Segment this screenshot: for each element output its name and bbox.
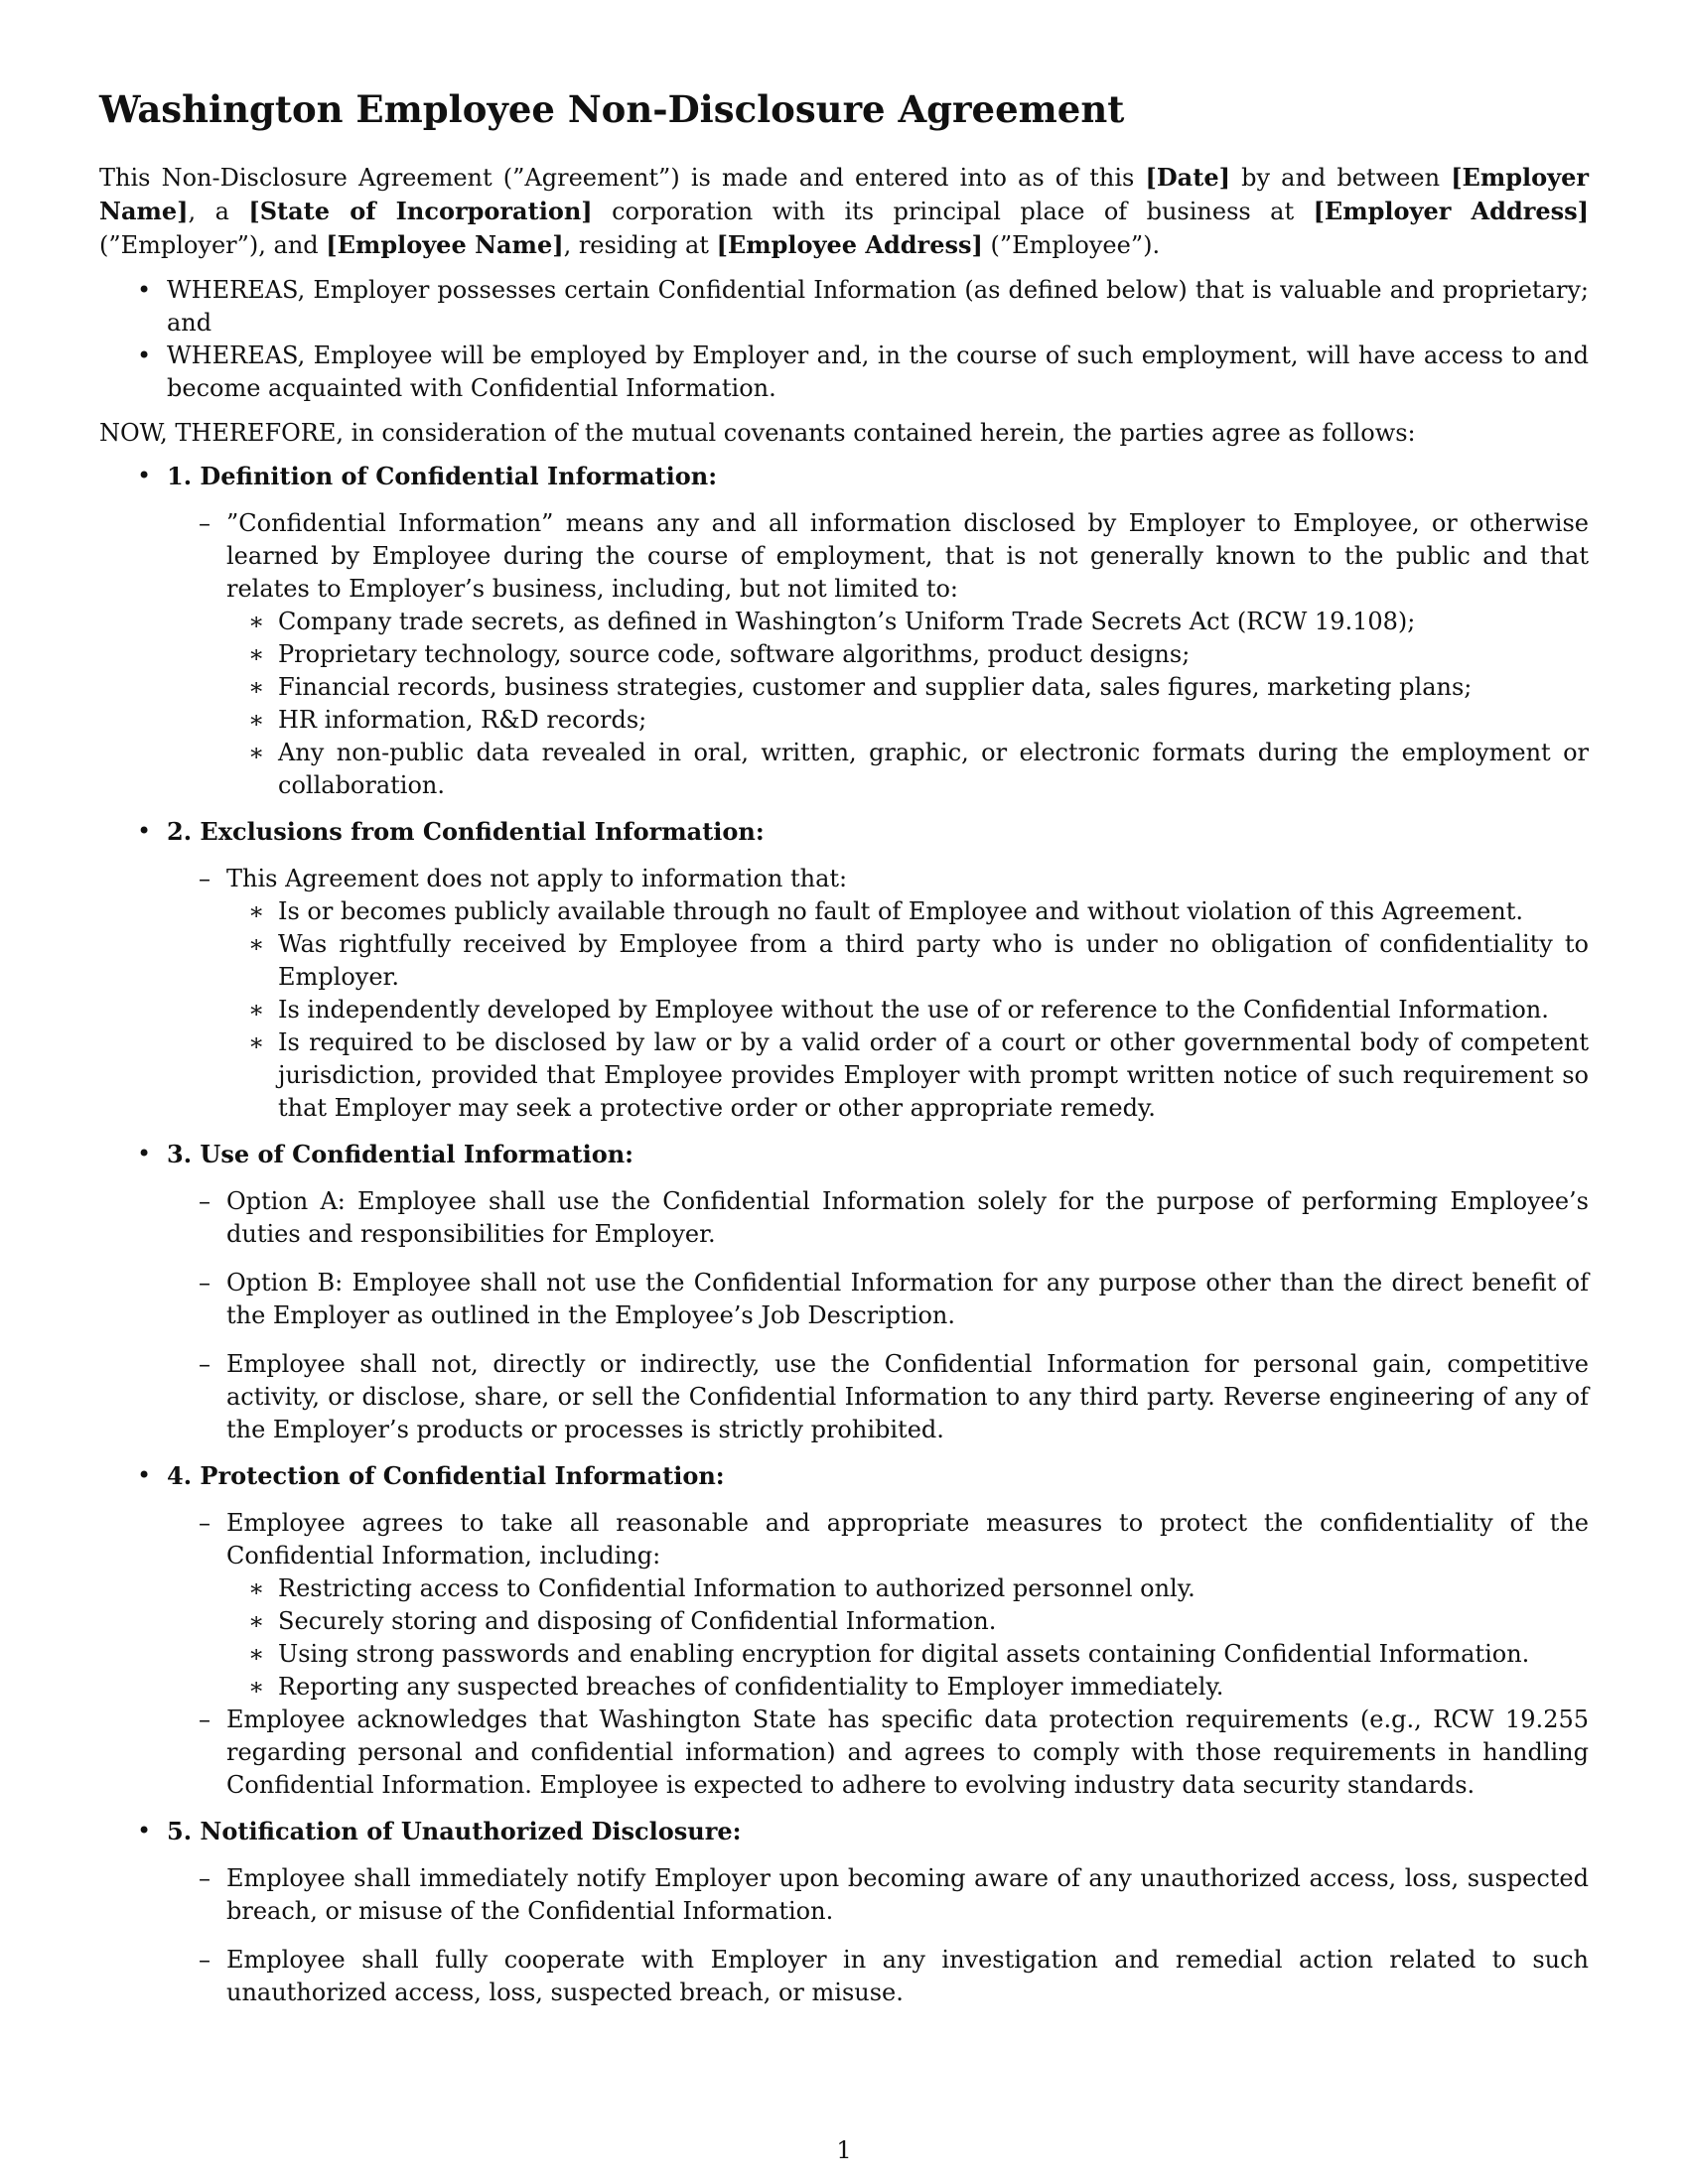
- clause-text: Employee agrees to take all reasonable and appropriate measures to protect the confidentiality of the Confidential Information, including:: [226, 1509, 1589, 1570]
- bullet-icon: •: [137, 817, 152, 846]
- dash-icon: –: [199, 1864, 211, 1893]
- asterisk-icon: ∗: [248, 706, 265, 735]
- dash-icon: –: [199, 865, 211, 893]
- recitals-list: [99, 274, 1589, 405]
- list-item: – Employee shall fully cooperate with Employer in any investigation and remedial action related to such unauthorized access, loss, suspected breach, or misuse.: [199, 1946, 1589, 2007]
- intro-text: (”Employer”), and: [99, 231, 327, 260]
- section-1: [99, 460, 1589, 802]
- intro-text: corporation with its principal place of business at: [592, 198, 1314, 226]
- asterisk-icon: ∗: [248, 739, 265, 767]
- document-title: Washington Employee Non-Disclosure Agreement: [99, 87, 1125, 131]
- dash-icon: –: [199, 509, 211, 538]
- intro-text: by and between: [1229, 164, 1452, 193]
- asterisk-icon: ∗: [248, 1574, 265, 1603]
- list-item: ∗ Company trade secrets, as defined in Washington’s Uniform Trade Secrets Act (RCW 19.108);: [226, 606, 1589, 638]
- clause-text: This Agreement does not apply to information that:: [226, 865, 848, 893]
- dash-icon: –: [199, 1350, 211, 1379]
- list-item: ∗ Is required to be disclosed by law or by a valid order of a court or other governmental body of competent jurisdiction, provided that Employee provides Employer with prompt written notice of such requirement so that Employer may seek a protective order or other appropriate remedy.: [248, 1028, 1589, 1123]
- clause-text: ”Confidential Information” means any and all information disclosed by Employer to Employee, or otherwise learned by Employee during the course of employment, that is not generally known to the public and that relates to Employer’s business, including, but not limited to:: [226, 509, 1589, 604]
- employee-name-placeholder: [Employee Name]: [326, 230, 564, 260]
- state-placeholder: [State of Incorporation]: [248, 197, 593, 226]
- section-5-points: [167, 1862, 1589, 2009]
- asterisk-icon: ∗: [248, 1673, 265, 1702]
- section-3-points: [167, 1185, 1589, 1446]
- asterisk-icon: ∗: [248, 1028, 265, 1057]
- bullet-icon: •: [137, 276, 152, 305]
- list-item: [167, 1507, 1589, 1704]
- asterisk-icon: ∗: [248, 673, 265, 702]
- list-item: ∗ Restricting access to Confidential Information to authorized personnel only.: [226, 1572, 1589, 1605]
- bullet-icon: •: [137, 1140, 152, 1168]
- list-item: ∗ Financial records, business strategies, customer and supplier data, sales figures, marketing plans;: [226, 671, 1589, 704]
- list-item: – Option B: Employee shall not use the Confidential Information for any purpose other than the direct benefit of the Employer as outlined in the Employee’s Job Description.: [199, 1269, 1589, 1330]
- section-4-points: [167, 1507, 1589, 1802]
- section-2: [99, 815, 1589, 1125]
- list-item: ∗ Is independently developed by Employee without the use of or reference to the Confidential Information.: [226, 994, 1589, 1026]
- sections-list: [99, 460, 1589, 2009]
- list-item: ∗ Reporting any suspected breaches of confidentiality to Employer immediately.: [226, 1671, 1589, 1704]
- intro-text: This Non-Disclosure Agreement (”Agreement”) is made and entered into as of this: [99, 164, 1146, 193]
- section-title: 4. Protection of Confidential Information:: [167, 1461, 725, 1491]
- section-4: [99, 1459, 1589, 1802]
- list-item: ∗ Any non-public data revealed in oral, written, graphic, or electronic formats during the employment or collaboration.: [248, 739, 1589, 800]
- intro-text: , a: [188, 198, 249, 226]
- dash-icon: –: [199, 1509, 211, 1538]
- section-3: [99, 1138, 1589, 1446]
- section-title: 1. Definition of Confidential Information:: [167, 462, 718, 491]
- asterisk-icon: ∗: [248, 640, 265, 669]
- asterisk-icon: ∗: [248, 897, 265, 926]
- sub-list: [226, 1572, 1589, 1704]
- section-5: [99, 1815, 1589, 2009]
- asterisk-icon: ∗: [248, 1640, 265, 1669]
- recital-item: • WHEREAS, Employee will be employed by Employer and, in the course of such employment, will have access to and become acquainted with Confidential Information.: [137, 341, 1589, 403]
- intro-text: (”Employee”).: [982, 231, 1161, 260]
- date-placeholder: [Date]: [1145, 163, 1230, 193]
- asterisk-icon: ∗: [248, 1607, 265, 1636]
- bullet-icon: •: [137, 462, 152, 490]
- asterisk-icon: ∗: [248, 608, 265, 636]
- section-1-points: [167, 507, 1589, 802]
- bullet-icon: •: [137, 341, 152, 370]
- list-item: [167, 863, 1589, 1125]
- list-item: – Employee acknowledges that Washington State has specific data protection requirements (e.g., RCW 19.255 regarding personal and confidential information) and agrees to comply with those requirements in handling Confidential Information. Employee is expected to adhere to evolving industry data security standards.: [199, 1706, 1589, 1800]
- dash-icon: –: [199, 1706, 211, 1734]
- list-item: ∗ Was rightfully received by Employee from a third party who is under no obligation of confidentiality to Employer.: [248, 930, 1589, 992]
- list-item: ∗ Securely storing and disposing of Confidential Information.: [226, 1605, 1589, 1638]
- dash-icon: –: [199, 1187, 211, 1216]
- list-item: [167, 507, 1589, 802]
- asterisk-icon: ∗: [248, 996, 265, 1024]
- list-item: ∗ HR information, R&D records;: [226, 704, 1589, 737]
- bullet-icon: •: [137, 1461, 152, 1490]
- sub-list: [226, 606, 1589, 802]
- document-page: [99, 87, 1589, 2009]
- recital-item: • WHEREAS, Employer possesses certain Confidential Information (as defined below) that is valuable and proprietary; and: [137, 276, 1589, 338]
- employee-address-placeholder: [Employee Address]: [716, 230, 983, 260]
- list-item: ∗ Using strong passwords and enabling encryption for digital assets containing Confidential Information.: [226, 1638, 1589, 1671]
- section-title: 5. Notification of Unauthorized Disclosure:: [167, 1817, 742, 1846]
- section-title: 2. Exclusions from Confidential Information:: [167, 817, 765, 847]
- employer-address-placeholder: [Employer Address]: [1313, 197, 1590, 226]
- sub-list: [226, 895, 1589, 1125]
- list-item: – Employee shall not, directly or indirectly, use the Confidential Information for personal gain, competitive activity, or disclose, share, or sell the Confidential Information to any third party. Reverse engineering of any of the Employer’s products or processes is strictly prohibited.: [199, 1350, 1589, 1444]
- list-item: – Employee shall immediately notify Employer upon becoming aware of any unauthorized access, loss, suspected breach, or misuse of the Confidential Information.: [199, 1864, 1589, 1926]
- asterisk-icon: ∗: [248, 930, 265, 959]
- list-item: ∗ Proprietary technology, source code, software algorithms, product designs;: [226, 638, 1589, 671]
- dash-icon: –: [199, 1946, 211, 1975]
- list-item: ∗ Is or becomes publicly available through no fault of Employee and without violation of this Agreement.: [226, 895, 1589, 928]
- dash-icon: –: [199, 1269, 211, 1297]
- employer-name-placeholder: [Employer Name]: [99, 163, 1589, 226]
- intro-paragraph: [99, 161, 1589, 262]
- list-item: – Option A: Employee shall use the Confidential Information solely for the purpose of performing Employee’s duties and responsibilities for Employer.: [199, 1187, 1589, 1249]
- intro-text: , residing at: [563, 231, 717, 260]
- page-number: 1: [836, 2136, 852, 2164]
- now-therefore-paragraph: NOW, THEREFORE, in consideration of the mutual covenants contained herein, the parties agree as follows:: [99, 419, 1416, 448]
- section-title: 3. Use of Confidential Information:: [167, 1140, 634, 1169]
- section-2-points: [167, 863, 1589, 1125]
- bullet-icon: •: [137, 1817, 152, 1845]
